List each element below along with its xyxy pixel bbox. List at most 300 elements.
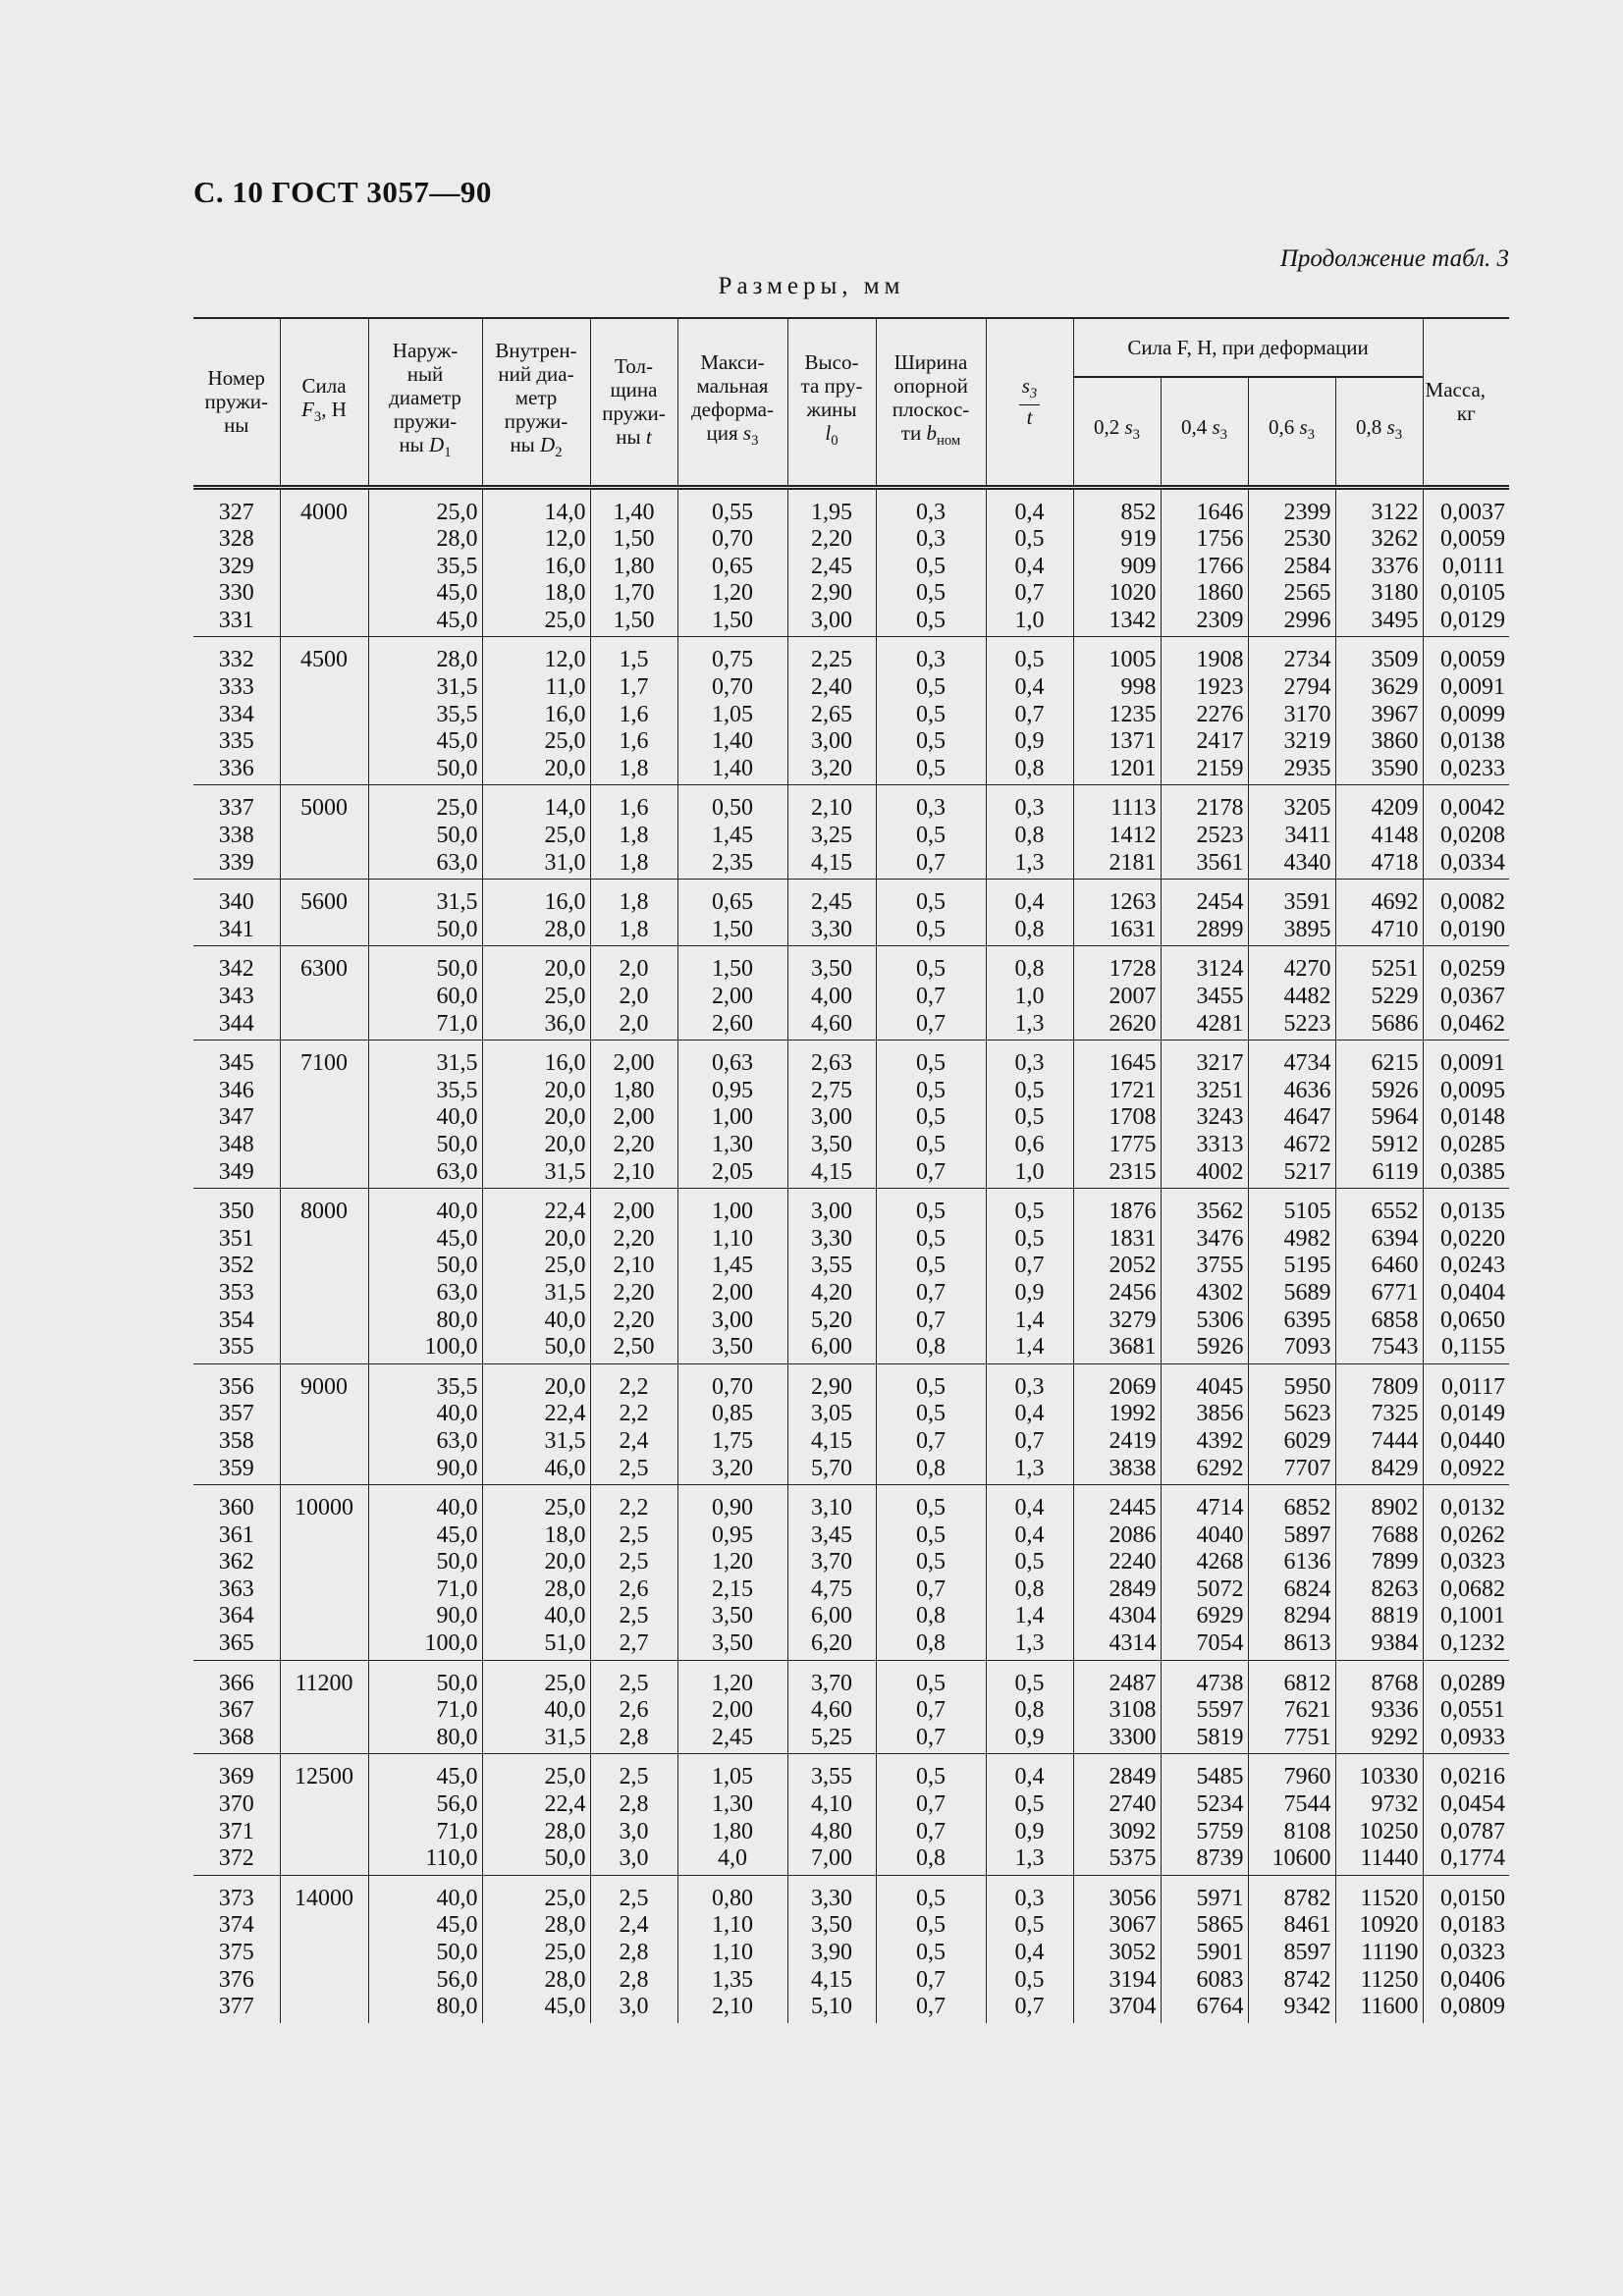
cell-value: 7621 [1283,1697,1331,1724]
cell-value: 0,3 [916,526,946,553]
cell-value: 63,0 [436,1427,478,1454]
cell-force: 7100 [280,1041,368,1189]
cell-value: 2,8 [619,1966,649,1993]
cell-value: 4,60 [811,1697,852,1724]
cell-number [193,1363,280,1484]
cell-value: 0,5 [916,1131,946,1157]
cell-value: 0,5 [1014,1077,1045,1103]
cell-value: 6292 [1196,1455,1244,1481]
cell-value: 12,0 [544,526,586,553]
cell-width [876,1485,986,1661]
cell-value: 22,4 [544,1199,586,1225]
cell-outer-d [368,1660,482,1754]
cell-f08 [1335,946,1423,1041]
cell-value: 6771 [1371,1279,1419,1306]
cell-value: 2523 [1196,823,1244,849]
cell-value: 2454 [1196,889,1244,916]
cell-height [787,487,876,637]
cell-f06 [1248,1189,1335,1364]
cell-value: 8902 [1371,1495,1419,1522]
cell-value: 2,10 [613,1253,655,1279]
cell-value: 0,5 [916,889,946,916]
cell-value: 3,25 [811,823,852,849]
cell-value: 7543 [1371,1334,1419,1361]
cell-value: 0,5 [916,823,946,849]
cell-value: 0,80 [712,1885,753,1911]
cell-thickness [590,880,677,946]
cell-value: 1,4 [1014,1307,1045,1333]
cell-value: 25,0 [544,823,586,849]
cell-value: 0,5 [916,1764,946,1790]
page-header: С. 10 ГОСТ 3057—90 [193,175,492,209]
cell-value: 1,95 [811,499,852,525]
cell-f04 [1161,1754,1248,1875]
cell-value: 1235 [1109,701,1157,727]
cell-value: 998 [1120,674,1157,701]
cell-f04 [1161,1660,1248,1754]
cell-value: 1,35 [712,1966,753,1993]
cell-value: 2,5 [619,1670,649,1696]
cell-value: 2,15 [712,1575,753,1602]
cell-max-def [677,637,787,785]
cell-value: 0,0551 [1440,1697,1506,1724]
cell-value: 5950 [1283,1373,1331,1400]
cell-value: 358 [218,1427,254,1454]
cell-value: 0,5 [916,728,946,755]
cell-value: 1,05 [712,1764,753,1790]
cell-height [787,1875,876,2022]
cell-value: 8739 [1196,1845,1244,1872]
cell-max-def [677,1485,787,1661]
cell-value: 2794 [1283,674,1331,701]
cell-value: 2445 [1109,1495,1157,1522]
cell-value: 1,50 [613,607,655,633]
cell-value: 0,0095 [1440,1077,1506,1103]
cell-value: 7809 [1371,1373,1419,1400]
cell-value: 4,60 [811,1010,852,1037]
cell-value: 3704 [1109,1994,1157,2020]
cell-value: 2,60 [712,1010,753,1037]
cell-value: 4,20 [811,1279,852,1306]
cell-thickness [590,637,677,785]
cell-value: 71,0 [436,1575,478,1602]
cell-value: 0,5 [916,1253,946,1279]
cell-value: 6395 [1283,1307,1331,1333]
cell-outer-d [368,880,482,946]
cell-force: 5000 [280,785,368,880]
cell-value: 1708 [1109,1104,1157,1131]
cell-height [787,1485,876,1661]
cell-height [787,1189,876,1364]
cell-height [787,880,876,946]
cell-thickness [590,1754,677,1875]
col-force: Сила $F_3$, Н [280,318,368,487]
cell-value: 376 [218,1966,254,1993]
cell-value: 1263 [1109,889,1157,916]
cell-value: 1,8 [619,916,649,942]
cell-inner-d [482,1041,590,1189]
table-row-group [193,1660,1509,1754]
cell-value: 0,5 [916,1940,946,1965]
cell-f06 [1248,1485,1335,1661]
cell-max-def [677,880,787,946]
cell-value: 2007 [1109,984,1157,1009]
cell-value: 0,5 [1014,1966,1045,1993]
cell-outer-d [368,637,482,785]
cell-force: 4500 [280,637,368,785]
cell-value: 0,5 [1014,647,1045,673]
cell-value: 45,0 [436,728,478,755]
cell-value: 1,8 [619,889,649,916]
cell-ratio [986,1660,1073,1754]
cell-value: 16,0 [544,701,586,727]
cell-value: 3,30 [811,1225,852,1252]
cell-value: 347 [218,1104,254,1131]
cell-f08 [1335,1875,1423,2022]
cell-value: 1,80 [712,1818,753,1844]
cell-height [787,1363,876,1484]
cell-outer-d [368,1875,482,2022]
cell-value: 3590 [1371,755,1419,781]
cell-value: 4692 [1371,889,1419,916]
cell-value: 4340 [1283,849,1331,876]
cell-height [787,1754,876,1875]
cell-number [193,1485,280,1661]
cell-value: 5,20 [811,1307,852,1333]
cell-outer-d [368,946,482,1041]
cell-value: 4482 [1283,984,1331,1009]
cell-value: 3,50 [712,1603,753,1629]
cell-f04 [1161,1041,1248,1189]
cell-value: 6,00 [811,1334,852,1361]
cell-value: 2086 [1109,1522,1157,1548]
cell-value: 1342 [1109,607,1157,633]
cell-value: 0,4 [1014,889,1045,916]
cell-value: 0,4 [1014,1522,1045,1548]
cell-value: 371 [218,1818,254,1844]
cell-value: 0,5 [916,755,946,781]
table-body [193,487,1509,2023]
cell-value: 2,20 [613,1225,655,1252]
cell-value: 11520 [1360,1885,1419,1911]
cell-number [193,785,280,880]
table-row-group [193,1363,1509,1484]
cell-number [193,1754,280,1875]
cell-value: 0,0148 [1440,1104,1506,1131]
cell-value: 1923 [1196,674,1244,701]
cell-mass [1423,946,1509,1041]
cell-f08 [1335,1041,1423,1189]
cell-value: 2,00 [712,984,753,1009]
cell-value: 0,0462 [1440,1010,1506,1037]
cell-thickness [590,1875,677,2022]
cell-value: 2,20 [613,1307,655,1333]
cell-value: 3,20 [712,1455,753,1481]
cell-mass [1423,487,1509,637]
col-max-deformation: Макси- мальная деформа- ция $s_3$ [677,318,787,487]
cell-value: 3,45 [811,1522,852,1548]
cell-value: 5912 [1371,1131,1419,1157]
cell-inner-d [482,946,590,1041]
cell-value: 0,5 [916,1495,946,1522]
cell-value: 6552 [1371,1199,1419,1225]
cell-value: 2,5 [619,1455,649,1481]
cell-value: 357 [218,1401,254,1427]
cell-value: 4,00 [811,984,852,1009]
cell-value: 332 [218,647,254,673]
cell-value: 11600 [1360,1994,1419,2020]
cell-value: 373 [218,1885,254,1911]
cell-value: 337 [218,795,254,822]
cell-value: 20,0 [544,1131,586,1157]
cell-value: 0,9 [1014,728,1045,755]
cell-value: 2,0 [619,1010,649,1037]
cell-value: 3,50 [811,1912,852,1939]
cell-value: 0,7 [1014,1994,1045,2020]
cell-outer-d [368,1754,482,1875]
cell-value: 6858 [1371,1307,1419,1333]
cell-value: 1,5 [619,647,649,673]
cell-value: 350 [218,1199,254,1225]
cell-value: 339 [218,849,254,876]
cell-value: 25,0 [544,1764,586,1790]
cell-force: 6300 [280,946,368,1041]
cell-value: 4304 [1109,1603,1157,1629]
cell-value: 1,20 [712,580,753,607]
cell-value: 3411 [1284,823,1331,849]
cell-value: 4281 [1196,1010,1244,1037]
cell-height [787,637,876,785]
cell-value: 4982 [1283,1225,1331,1252]
cell-value: 0,5 [916,701,946,727]
cell-value: 4672 [1283,1131,1331,1157]
cell-value: 6824 [1283,1575,1331,1602]
cell-value: 0,3 [1014,795,1045,822]
cell-value: 0,7 [1014,1427,1045,1454]
cell-value: 0,8 [1014,1575,1045,1602]
cell-value: 0,8 [916,1334,946,1361]
cell-thickness [590,785,677,880]
cell-value: 14,0 [544,499,586,525]
cell-value: 5251 [1371,956,1419,983]
cell-value: 1,70 [613,580,655,607]
cell-value: 0,5 [916,1522,946,1548]
cell-value: 7093 [1283,1334,1331,1361]
cell-value: 1005 [1109,647,1157,673]
cell-value: 3895 [1283,916,1331,942]
cell-value: 0,95 [712,1522,753,1548]
cell-value: 0,70 [712,526,753,553]
cell-value: 5964 [1371,1104,1419,1131]
cell-f02 [1073,946,1161,1041]
cell-value: 6119 [1372,1158,1419,1185]
cell-f06 [1248,1041,1335,1189]
cell-value: 7751 [1283,1724,1331,1750]
cell-value: 1,3 [1014,1455,1045,1481]
cell-value: 22,4 [544,1791,586,1818]
cell-value: 8782 [1283,1885,1331,1911]
cell-value: 11250 [1360,1966,1419,1993]
cell-value: 0,65 [712,553,753,579]
cell-value: 3629 [1371,674,1419,701]
col-f06: 0,6 $s_3$ [1248,377,1335,487]
cell-ratio [986,1875,1073,2022]
springs-table [193,317,1509,2023]
cell-value: 18,0 [544,1522,586,1548]
cell-inner-d [482,1660,590,1754]
cell-value: 3509 [1371,647,1419,673]
cell-value: 2,00 [712,1697,753,1724]
cell-value: 8294 [1283,1603,1331,1629]
table-row-group [193,785,1509,880]
cell-value: 3205 [1283,795,1331,822]
table-row-group [193,946,1509,1041]
cell-value: 343 [218,984,254,1009]
cell-value: 0,3 [1014,1050,1045,1077]
cell-value: 2734 [1283,647,1331,673]
cell-value: 331 [218,607,254,633]
cell-f04 [1161,880,1248,946]
cell-ratio [986,1189,1073,1364]
cell-value: 3476 [1196,1225,1244,1252]
cell-value: 1908 [1196,647,1244,673]
cell-mass [1423,1875,1509,2022]
cell-mass [1423,785,1509,880]
cell-value: 0,0111 [1441,553,1506,579]
cell-value: 5926 [1371,1077,1419,1103]
cell-inner-d [482,1485,590,1661]
cell-value: 80,0 [436,1307,478,1333]
cell-value: 3108 [1109,1697,1157,1724]
cell-value: 3,30 [811,1885,852,1911]
cell-value: 3,00 [811,607,852,633]
cell-value: 16,0 [544,889,586,916]
cell-ratio [986,880,1073,946]
cell-value: 5901 [1196,1940,1244,1965]
cell-f04 [1161,946,1248,1041]
cell-value: 3838 [1109,1455,1157,1481]
cell-thickness [590,1041,677,1189]
cell-value: 100,0 [424,1334,478,1361]
col-f08: 0,8 $s_3$ [1335,377,1423,487]
cell-value: 40,0 [436,1401,478,1427]
cell-value: 4,15 [811,849,852,876]
cell-value: 361 [218,1522,254,1548]
cell-inner-d [482,1363,590,1484]
cell-value: 4714 [1196,1495,1244,1522]
cell-f06 [1248,1660,1335,1754]
table-row-group [193,880,1509,946]
cell-value: 1113 [1110,795,1157,822]
cell-value: 2456 [1109,1279,1157,1306]
cell-value: 0,0404 [1440,1279,1506,1306]
cell-height [787,785,876,880]
cell-value: 0,0220 [1440,1225,1506,1252]
cell-value: 3124 [1196,956,1244,983]
cell-value: 35,5 [436,1373,478,1400]
cell-value: 0,8 [1014,916,1045,942]
cell-value: 2,25 [811,647,852,673]
cell-f04 [1161,637,1248,785]
cell-value: 348 [218,1131,254,1157]
cell-value: 0,5 [916,580,946,607]
cell-value: 3180 [1371,580,1419,607]
cell-inner-d [482,637,590,785]
cell-value: 0,6 [1014,1131,1045,1157]
cell-value: 0,9 [1014,1724,1045,1750]
cell-value: 8429 [1371,1455,1419,1481]
cell-value: 71,0 [436,1697,478,1724]
cell-f06 [1248,946,1335,1041]
cell-max-def [677,1363,787,1484]
cell-thickness [590,487,677,637]
cell-value: 1,3 [1014,1630,1045,1657]
cell-value: 2,10 [811,795,852,822]
units-caption [0,273,1623,300]
cell-value: 22,4 [544,1401,586,1427]
cell-value: 0,4 [1014,1940,1045,1965]
cell-outer-d [368,1041,482,1189]
cell-value: 0,0042 [1440,795,1506,822]
cell-value: 0,9 [1014,1279,1045,1306]
cell-value: 0,0243 [1440,1253,1506,1279]
cell-value: 80,0 [436,1724,478,1750]
col-number: Номер пружи- ны [193,318,280,487]
cell-f06 [1248,785,1335,880]
cell-value: 344 [218,1010,254,1037]
cell-mass [1423,1485,1509,1661]
cell-value: 6136 [1283,1549,1331,1575]
cell-value: 0,4 [1014,1401,1045,1427]
cell-value: 51,0 [544,1630,586,1657]
cell-value: 50,0 [436,1940,478,1965]
cell-value: 1,40 [613,499,655,525]
cell-value: 1646 [1196,499,1244,525]
cell-value: 2849 [1109,1575,1157,1602]
cell-value: 0,90 [712,1495,753,1522]
cell-value: 4148 [1371,823,1419,849]
cell-value: 0,0082 [1440,889,1506,916]
cell-value: 7,00 [811,1845,852,1872]
cell-value: 9292 [1371,1724,1419,1750]
cell-inner-d [482,1754,590,1875]
cell-value: 4268 [1196,1549,1244,1575]
cell-value: 6460 [1371,1253,1419,1279]
cell-value: 0,7 [916,1818,946,1844]
cell-value: 2,4 [619,1912,649,1939]
cell-value: 25,0 [436,795,478,822]
table-row-group [193,1189,1509,1364]
cell-value: 1412 [1109,823,1157,849]
cell-value: 0,0138 [1440,728,1506,755]
cell-value: 367 [218,1697,254,1724]
cell-value: 4738 [1196,1670,1244,1696]
cell-mass [1423,1363,1509,1484]
cell-value: 31,5 [544,1279,586,1306]
cell-value: 4002 [1196,1158,1244,1185]
cell-value: 5623 [1283,1401,1331,1427]
cell-value: 3,20 [811,755,852,781]
cell-value: 5072 [1196,1575,1244,1602]
cell-value: 359 [218,1455,254,1481]
cell-value: 40,0 [436,1199,478,1225]
cell-value: 0,0059 [1440,526,1506,553]
cell-value: 71,0 [436,1010,478,1037]
cell-value: 63,0 [436,849,478,876]
cell-value: 8819 [1371,1603,1419,1629]
cell-value: 5223 [1283,1010,1331,1037]
cell-value: 45,0 [436,607,478,633]
